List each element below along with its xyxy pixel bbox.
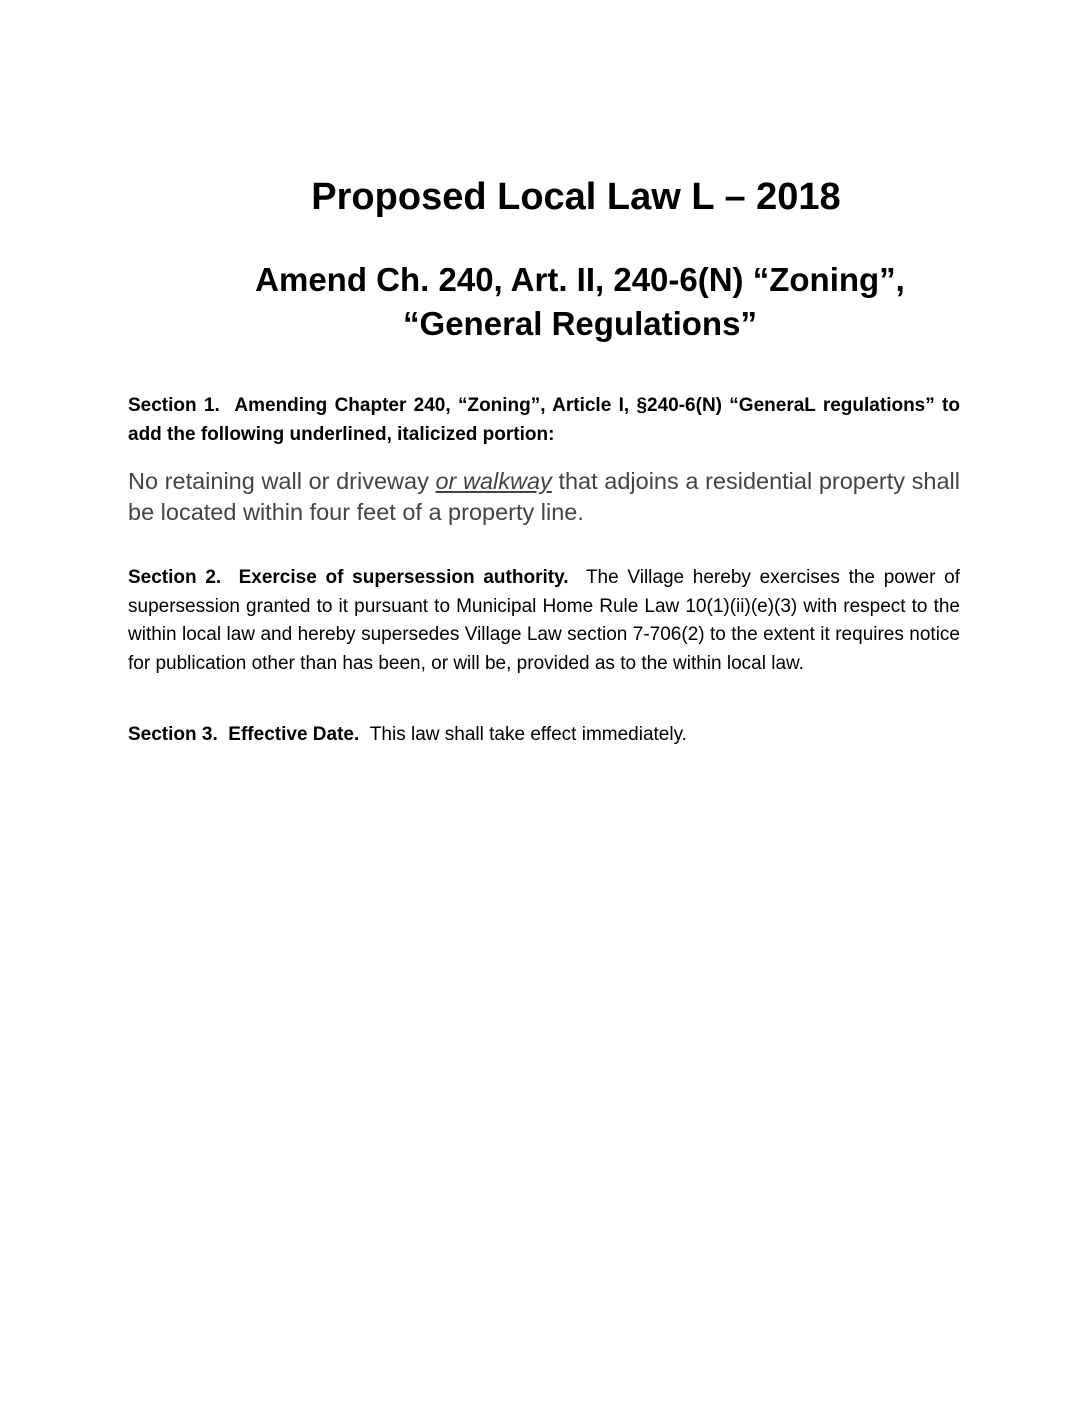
section-2-heading: Section 2. Exercise of supersession authority. — [128, 567, 569, 588]
amended-text — [128, 466, 960, 528]
subtitle-line-1: Amend Ch. 240, Art. II, 240-6(N) “Zoning”, — [255, 261, 905, 298]
document-subtitle — [200, 258, 960, 346]
section-2-text: The Village hereby exercises the power of supersession granted to it pursuant to Municipal Home Rule Law 10(1)(ii)(e)(3) with respect to the within local law and hereby supersedes Village Law section 7-706(2) to the extent it requires notice for publication other than has been, or will be, provided as to the within local law. — [128, 567, 961, 674]
section-2 — [128, 564, 960, 678]
subtitle-line-2: “General Regulations” — [403, 305, 757, 342]
amended-text-after: that adjoins a residential property shall be located within four feet of a property line. — [128, 468, 961, 525]
amended-text-insertion: or walkway — [435, 468, 552, 494]
section-3-text: This law shall take effect immediately. — [359, 724, 687, 745]
amended-text-before: No retaining wall or driveway — [128, 468, 436, 494]
section-3 — [128, 721, 960, 749]
section-1-heading: Section 1. Amending Chapter 240, “Zoning”, Article I, §240-6(N) “GeneraL regulations” to add the following underlined, italicized portion: — [128, 395, 960, 445]
document-title: Proposed Local Law L – 2018 — [311, 176, 841, 218]
section-3-heading: Section 3. Effective Date. — [128, 724, 360, 745]
